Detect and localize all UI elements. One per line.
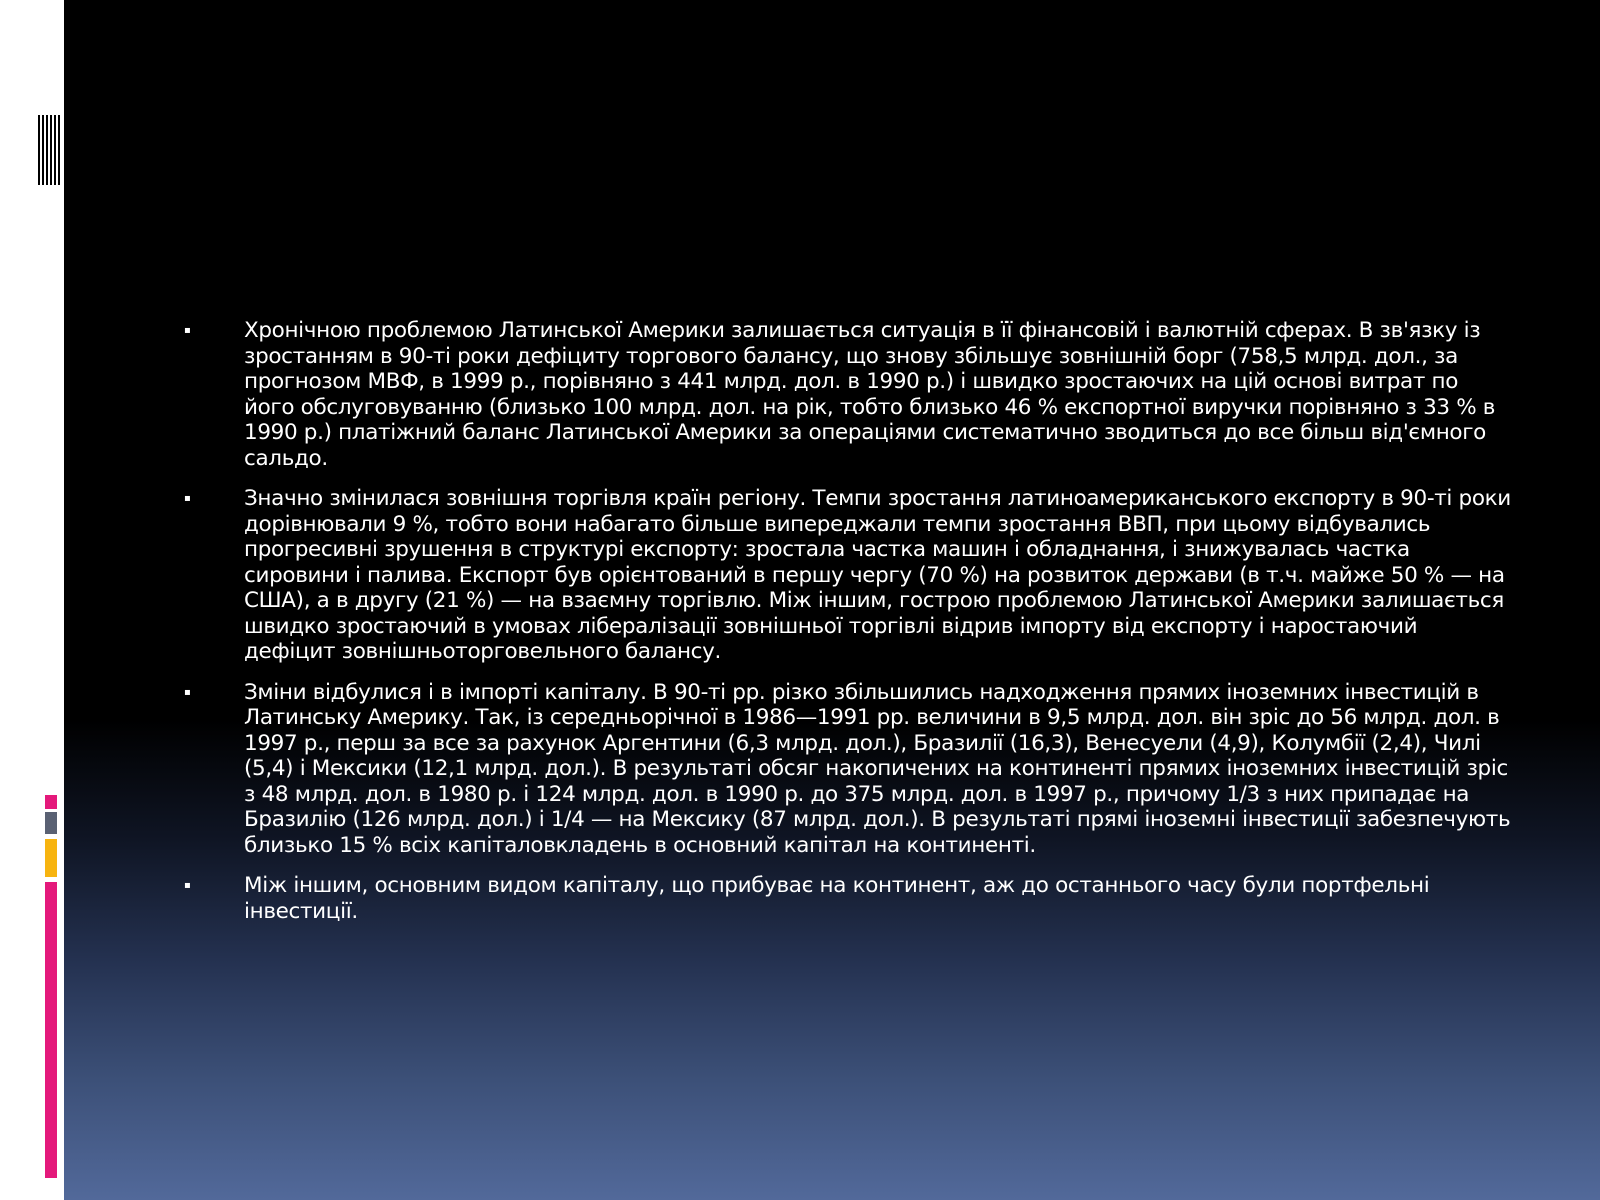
accent-bar-pink-top xyxy=(45,795,57,809)
list-item xyxy=(184,318,1514,471)
bullet-text: Зміни відбулися і в імпорті капіталу. В 90-ті рр. різко збільшились надходження прямих іноземних інвестицій в Латинську Америку. Так, із середньорічної в 1986—1991 рр. величини в 9,5 млрд. дол. він зріс до 56 млрд. дол. в 1997 р., перш за все за рахунок Аргентини (6,3 млрд. дол.), Бразилії (16,3), Венесуели (4,9), Колумбії (2,4), Чилі (5,4) і Мексики (12,1 млрд. дол.). В результаті обсяг накопичених на континенті прямих іноземних інвестицій зріс з 48 млрд. дол. в 1980 р. і 124 млрд. дол. в 1990 р. до 375 млрд. дол. в 1997 р., причому 1/3 з них припадає на Бразилію (126 млрд. дол.) і 1/4 — на Мексику (87 млрд. дол.). В результаті прямі іноземні інвестиції забезпечують близько 15 % всіх капіталовкладень в основний капітал на континенті. xyxy=(244,679,1511,858)
bullet-text: Значно змінилася зовнішня торгівля країн регіону. Темпи зростання латиноамериканського експорту в 90-ті роки дорівнювали 9 %, тобто вони набагато більше випереджали темпи зростання ВВП, при цьому відбувались прогресивні зрушення в структурі експорту: зростала частка машин і обладнання, і знижувалась частка сировини і палива. Експорт був орієнтований в першу чергу (70 %) на розвиток держави (в т.ч. майже 50 % — на США), а в другу (21 %) — на взаємну торгівлю. Між іншим, гострою проблемою Латинської Америки залишається швидко зростаючий в умовах лібералізації зовнішньої торгівлі відрив імпорту від експорту і наростаючий дефіцит зовнішньоторговельного балансу. xyxy=(244,486,1511,664)
bullet-text: Між іншим, основним видом капіталу, що прибуває на континент, аж до останнього часу були портфельні інвестиції. xyxy=(244,873,1430,924)
bullet-list xyxy=(184,318,1514,939)
accent-bar-pink xyxy=(45,882,57,1178)
list-item xyxy=(184,486,1514,665)
bullet-icon: ▪ xyxy=(184,325,191,336)
bullet-icon: ▪ xyxy=(184,493,191,504)
accent-bar-gray xyxy=(45,812,57,834)
list-item xyxy=(184,680,1514,859)
list-item xyxy=(184,873,1514,924)
accent-bar-yellow xyxy=(45,839,57,877)
bullet-text: Хронічною проблемою Латинської Америки залишається ситуація в її фінансовій і валютній сферах. В зв'язку із зростанням в 90-ті роки дефіциту торгового балансу, що знову збільшує зовнішній борг (758,5 млрд. дол., за прогнозом МВФ, в 1999 р., порівняно з 441 млрд. дол. в 1990 р.) і швидко зростаючих на цій основі витрат по його обслуговуванню (близько 100 млрд. дол. на рік, тобто близько 46 % експортної виручки порівняно з 33 % в 1990 р.) платіжний баланс Латинської Америки за операціями систематично зводиться до все більш від'ємного сальдо. xyxy=(244,318,1496,471)
bullet-icon: ▪ xyxy=(184,686,191,698)
bullet-icon: ▪ xyxy=(184,880,191,891)
decorative-lines xyxy=(38,115,64,185)
